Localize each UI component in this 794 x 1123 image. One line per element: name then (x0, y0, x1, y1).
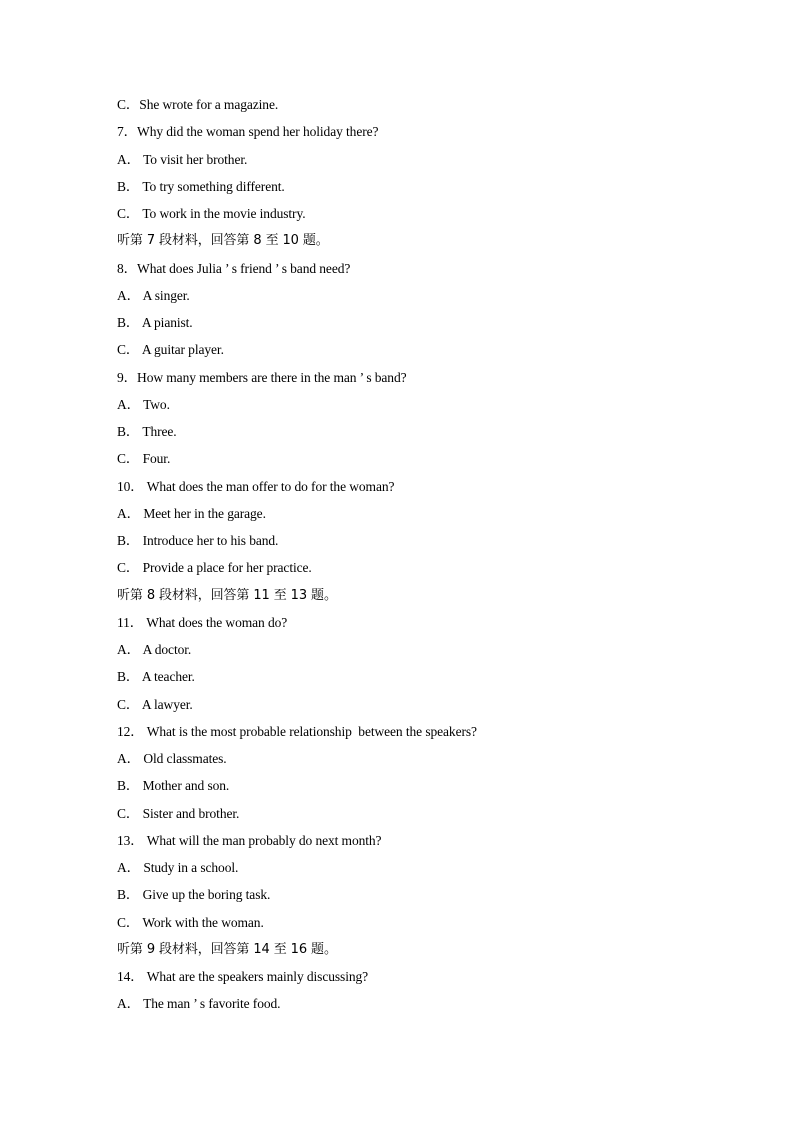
answer-option: A． Two. (117, 396, 170, 412)
answer-option: C． To work in the movie industry. (117, 206, 306, 221)
question-text: 13． What will the man probably do next month? (117, 832, 382, 848)
answer-option: B． Give up the boring task. (117, 887, 271, 903)
section-instruction: 听第 7 段材料，回答第 8 至 10 题。 (117, 233, 329, 249)
answer-option: B． Three. (117, 424, 177, 439)
answer-option: C． Sister and brother. (117, 805, 240, 821)
answer-option: B． Mother and son. (117, 778, 230, 794)
answer-option: A． Old classmates. (117, 751, 227, 766)
answer-option: A． Meet her in the garage. (117, 505, 266, 521)
question-text: 8．What does Julia ’ s friend ’ s band need? (117, 260, 351, 276)
section-instruction: 听第 8 段材料，回答第 11 至 13 题。 (117, 587, 337, 603)
answer-option: C． A guitar player. (117, 342, 224, 358)
question-text: 14． What are the speakers mainly discussing? (117, 969, 369, 984)
answer-option: A． The man ’ s favorite food. (117, 996, 281, 1012)
answer-option: C． A lawyer. (117, 696, 193, 712)
answer-option: B． A pianist. (117, 315, 193, 330)
question-text: 12． What is the most probable relationship between the speakers? (117, 723, 477, 739)
question-list (117, 95, 717, 1022)
question-text: 11． What does the woman do? (117, 614, 288, 630)
answer-option: C． Four. (117, 451, 171, 467)
answer-option: B． To try something different. (117, 178, 285, 194)
question-text: 7．Why did the woman spend her holiday there? (117, 124, 379, 140)
answer-option: A． A doctor. (117, 642, 192, 657)
answer-option: B． Introduce her to his band. (117, 533, 279, 548)
answer-option: C． Provide a place for her practice. (117, 560, 312, 576)
question-text: 10． What does the man offer to do for the woman? (117, 478, 395, 494)
answer-option: A． A singer. (117, 287, 190, 303)
answer-option: A． Study in a school. (117, 860, 239, 875)
answer-option: B． A teacher. (117, 669, 195, 685)
question-text: 9．How many members are there in the man ’ s band? (117, 369, 407, 385)
section-instruction: 听第 9 段材料，回答第 14 至 16 题。 (117, 941, 337, 957)
answer-option: A． To visit her brother. (117, 151, 248, 167)
answer-option: C． Work with the woman. (117, 914, 264, 930)
answer-option: C．She wrote for a magazine. (117, 97, 279, 112)
